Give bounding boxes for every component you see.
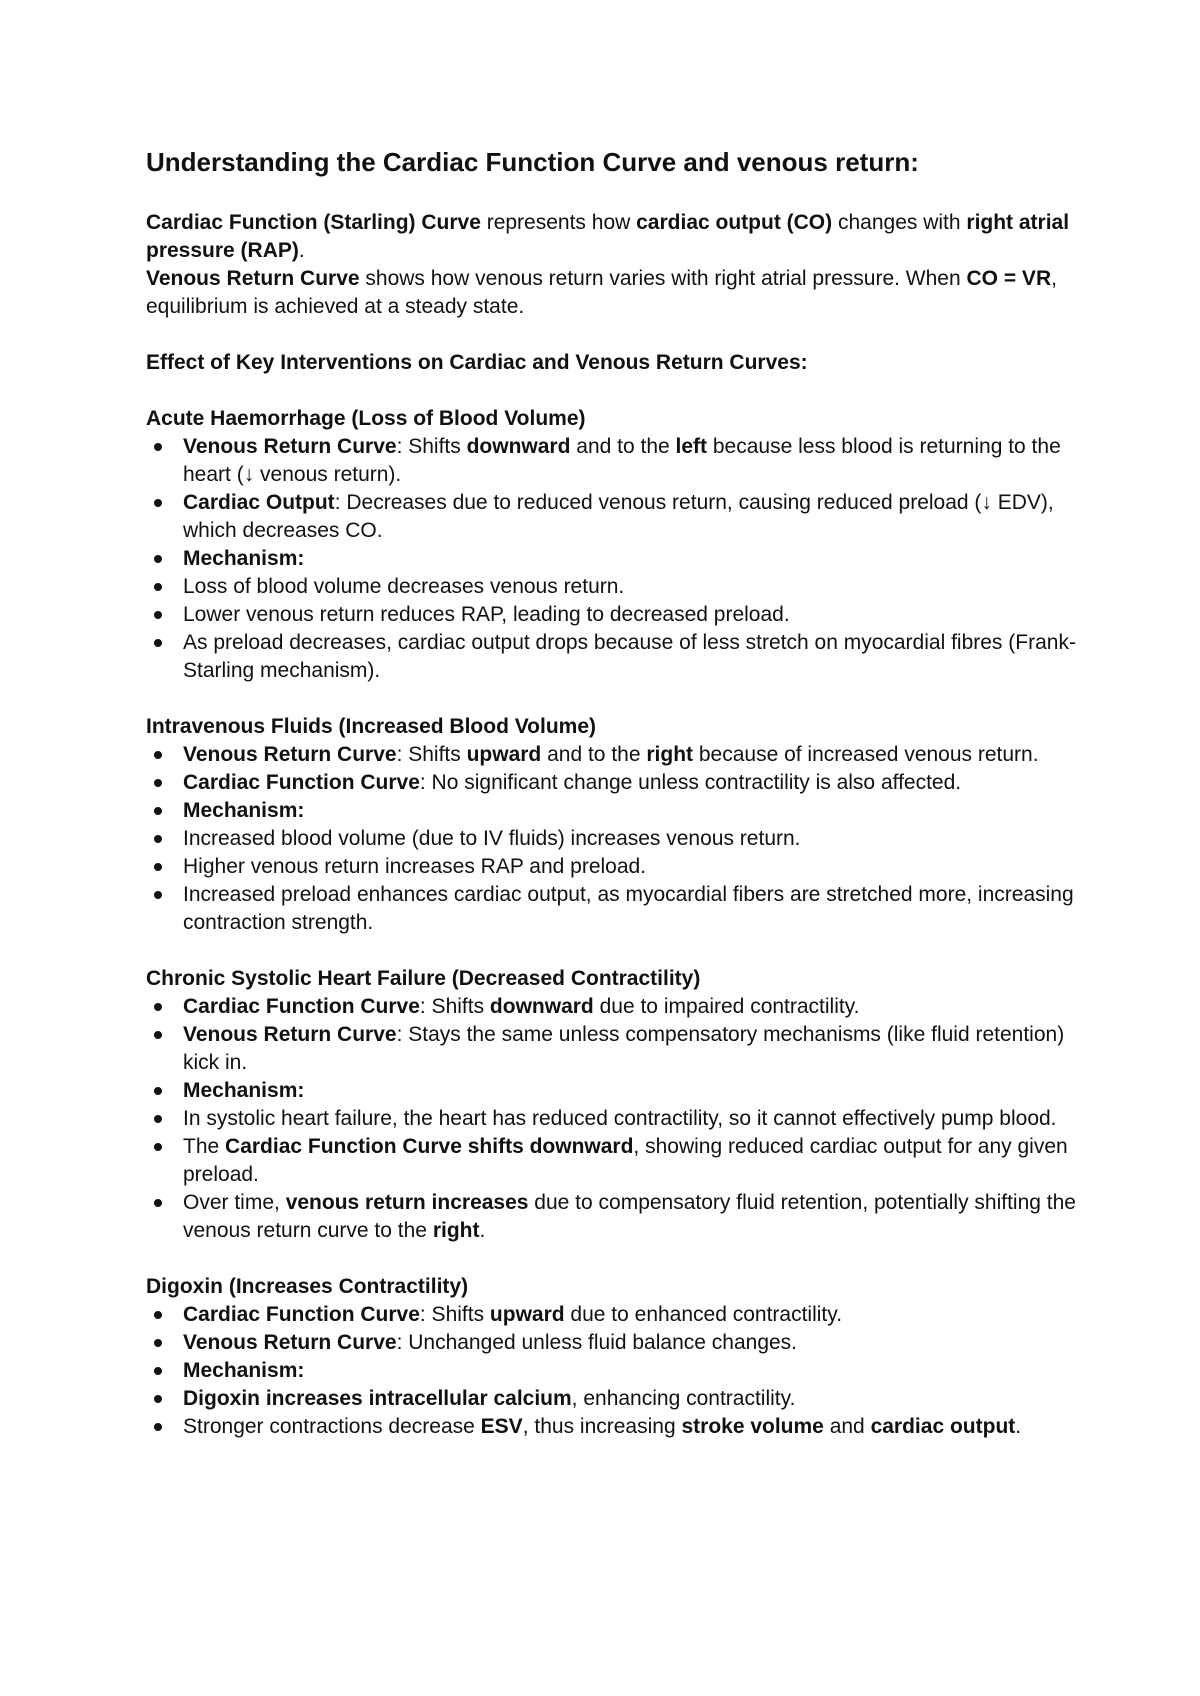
bullet-icon <box>154 1199 162 1207</box>
bullet-icon <box>154 443 162 451</box>
text: shows how venous return varies with right atrial pressure. When <box>359 267 967 290</box>
text: Stronger contractions decrease <box>183 1415 481 1438</box>
list-item <box>146 769 1080 797</box>
bold-text: downward <box>489 995 594 1018</box>
bullet-list <box>146 1301 1080 1441</box>
text: due to impaired contractility. <box>593 995 860 1018</box>
text: due to enhanced contractility. <box>564 1303 843 1326</box>
bold-text: right <box>432 1219 480 1242</box>
text: : Shifts <box>396 743 467 766</box>
list-item <box>146 741 1080 769</box>
intro <box>146 209 1080 321</box>
text: and to the <box>541 743 647 766</box>
bullet-icon <box>154 611 162 619</box>
bullet-icon <box>154 835 162 843</box>
list-item <box>146 1357 1080 1385</box>
list-item <box>146 1189 1080 1245</box>
bold-text: Mechanism: <box>183 799 305 822</box>
list-item <box>146 1021 1080 1077</box>
text: Increased blood volume (due to IV fluids) increases venous return. <box>183 827 801 850</box>
text: . <box>479 1219 486 1242</box>
bullet-icon <box>154 1003 162 1011</box>
bold-text: Cardiac Function Curve <box>183 771 420 794</box>
bold-text: Venous Return Curve <box>183 1023 397 1046</box>
list-item <box>146 489 1080 545</box>
bullet-icon <box>154 751 162 759</box>
page-title: Understanding the Cardiac Function Curve and venous return: <box>146 147 919 177</box>
bullet-icon <box>154 1087 162 1095</box>
bullet-icon <box>154 583 162 591</box>
bullet-icon <box>154 1423 162 1431</box>
text: Lower venous return reduces RAP, leading to decreased preload. <box>183 603 790 626</box>
bullet-icon <box>154 779 162 787</box>
bold-text: Mechanism: <box>183 1359 305 1382</box>
bold-text: upward <box>489 1303 565 1326</box>
bold-text: CO = VR <box>966 267 1052 290</box>
intro-paragraph <box>146 209 1080 265</box>
text: Over time, <box>183 1191 286 1214</box>
text: As preload decreases, cardiac output drops because of less stretch on myocardial fibres (Frank-Starling mechanism). <box>183 631 1076 682</box>
text: Increased preload enhances cardiac output, as myocardial fibers are stretched more, increasing contraction strength. <box>183 883 1074 934</box>
bullet-icon <box>154 1311 162 1319</box>
bold-text: Mechanism: <box>183 1079 305 1102</box>
bold-text: Cardiac Function Curve <box>183 1303 420 1326</box>
list-item <box>146 1077 1080 1105</box>
bullet-icon <box>154 863 162 871</box>
text: , showing reduced cardiac output for any given preload. <box>183 1135 1068 1186</box>
bullet-icon <box>154 1031 162 1039</box>
text: and to the <box>570 435 676 458</box>
text: : Shifts <box>396 435 467 458</box>
section-title: Acute Haemorrhage (Loss of Blood Volume) <box>146 407 586 430</box>
text: due to compensatory fluid retention, potentially shifting the venous return curve to the <box>183 1191 1076 1242</box>
list-item <box>146 601 1080 629</box>
bullet-list <box>146 433 1080 685</box>
bold-text: Cardiac Function Curve shifts downward <box>225 1135 634 1158</box>
text: . <box>298 239 305 262</box>
bold-text: Cardiac Function (Starling) Curve <box>146 211 481 234</box>
section-title: Chronic Systolic Heart Failure (Decreased Contractility) <box>146 967 701 990</box>
list-item <box>146 881 1080 937</box>
sections <box>146 405 1080 1441</box>
text: , thus increasing <box>522 1415 682 1438</box>
intervention-section <box>146 713 1080 937</box>
list-item <box>146 1413 1080 1441</box>
list-item <box>146 545 1080 573</box>
text: because less blood is returning to the heart (↓ venous return). <box>183 435 1061 486</box>
list-item <box>146 1133 1080 1189</box>
text: : Unchanged unless fluid balance changes. <box>396 1331 798 1354</box>
bold-text: Digoxin increases intracellular calcium <box>183 1387 572 1410</box>
bold-text: Venous Return Curve <box>146 267 360 290</box>
text: . <box>1015 1415 1022 1438</box>
bold-text: Venous Return Curve <box>183 1331 397 1354</box>
bullet-icon <box>154 499 162 507</box>
bold-text: Cardiac Output <box>183 491 335 514</box>
text: : No significant change unless contractility is also affected. <box>419 771 962 794</box>
list-item <box>146 433 1080 489</box>
bullet-list <box>146 993 1080 1245</box>
section-title: Intravenous Fluids (Increased Blood Volume) <box>146 715 597 738</box>
text: changes with <box>832 211 967 234</box>
text: and <box>823 1415 871 1438</box>
list-item <box>146 1105 1080 1133</box>
text: Higher venous return increases RAP and preload. <box>183 855 647 878</box>
bold-text: Venous Return Curve <box>183 743 397 766</box>
text: : Decreases due to reduced venous return, causing reduced preload (↓ EDV), which decreases CO. <box>183 491 1054 542</box>
intro-paragraph <box>146 265 1080 321</box>
effect-heading: Effect of Key Interventions on Cardiac and Venous Return Curves: <box>146 351 808 374</box>
intervention-section <box>146 1273 1080 1441</box>
bullet-icon <box>154 555 162 563</box>
text: , enhancing contractility. <box>571 1387 796 1410</box>
bold-text: cardiac output (CO) <box>636 211 833 234</box>
bullet-icon <box>154 807 162 815</box>
bullet-icon <box>154 1143 162 1151</box>
text: Loss of blood volume decreases venous return. <box>183 575 625 598</box>
bullet-icon <box>154 1367 162 1375</box>
text: In systolic heart failure, the heart has reduced contractility, so it cannot effectively pump blood. <box>183 1107 1057 1130</box>
text: because of increased venous return. <box>693 743 1039 766</box>
bold-text: venous return increases <box>285 1191 529 1214</box>
bullet-icon <box>154 891 162 899</box>
intervention-section <box>146 965 1080 1245</box>
bold-text: downward <box>466 435 571 458</box>
bullet-icon <box>154 1339 162 1347</box>
bold-text: upward <box>466 743 542 766</box>
list-item <box>146 825 1080 853</box>
bullet-icon <box>154 1115 162 1123</box>
intervention-section <box>146 405 1080 685</box>
bullet-icon <box>154 1395 162 1403</box>
text: : Stays the same unless compensatory mechanisms (like fluid retention) kick in. <box>183 1023 1065 1074</box>
bold-text: right atrial pressure (RAP) <box>146 211 1070 262</box>
bold-text: cardiac output <box>870 1415 1016 1438</box>
list-item <box>146 993 1080 1021</box>
text: The <box>183 1135 226 1158</box>
text: : Shifts <box>419 995 490 1018</box>
bold-text: left <box>675 435 708 458</box>
list-item <box>146 1329 1080 1357</box>
text: , equilibrium is achieved at a steady state. <box>146 267 1057 318</box>
list-item <box>146 573 1080 601</box>
bullet-list <box>146 741 1080 937</box>
section-title: Digoxin (Increases Contractility) <box>146 1275 469 1298</box>
bold-text: stroke volume <box>681 1415 824 1438</box>
list-item <box>146 629 1080 685</box>
text: represents how <box>480 211 637 234</box>
list-item <box>146 853 1080 881</box>
bullet-icon <box>154 639 162 647</box>
bold-text: Venous Return Curve <box>183 435 397 458</box>
list-item <box>146 797 1080 825</box>
bold-text: ESV <box>480 1415 523 1438</box>
bold-text: Mechanism: <box>183 547 305 570</box>
text: : Shifts <box>419 1303 490 1326</box>
list-item <box>146 1301 1080 1329</box>
list-item <box>146 1385 1080 1413</box>
bold-text: right <box>646 743 694 766</box>
bold-text: Cardiac Function Curve <box>183 995 420 1018</box>
